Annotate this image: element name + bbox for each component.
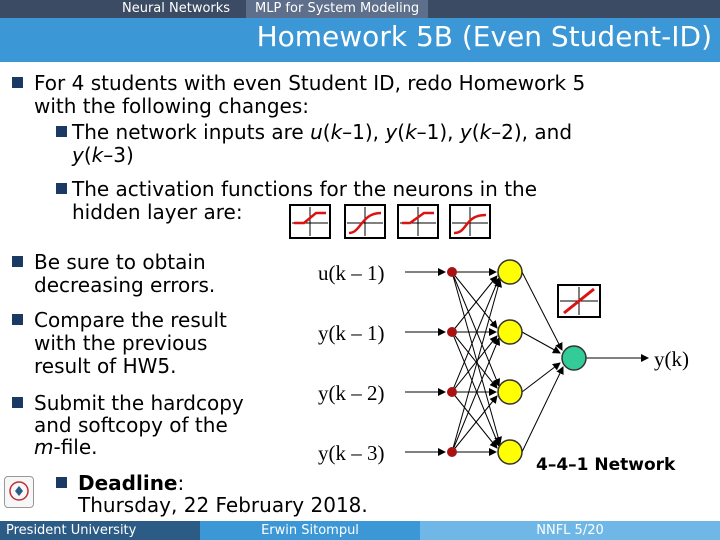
input-label: y(k – 3) — [318, 441, 385, 465]
bullet-1a-line-1: The network inputs are u(k–1), y(k–1), y(k–2), and — [72, 120, 573, 144]
bullet-4-line-3: m-file. — [34, 435, 98, 459]
footer-page-number: NNFL 5/20 — [420, 521, 720, 540]
bullet-1a-line-2: y(k–3) — [72, 143, 134, 167]
hidden-neuron — [498, 380, 522, 404]
hidden-neuron — [498, 320, 522, 344]
activation-icon — [398, 205, 438, 238]
bullet-2-line-2: decreasing errors. — [34, 273, 216, 297]
hidden-nodes — [498, 260, 522, 464]
bullet-4-line-1: Submit the hardcopy — [34, 391, 244, 415]
page-title: Homework 5B (Even Student-ID) — [256, 20, 712, 53]
bullet-1b-line-1: The activation functions for the neurons in the — [72, 177, 538, 201]
input-node — [447, 387, 457, 397]
input-label: y(k – 1) — [318, 321, 385, 345]
activation-function-icons — [290, 205, 490, 238]
network-label: 4–4–1 Network — [536, 455, 676, 475]
hidden-neuron — [498, 440, 522, 464]
bullet-4-line-2: and softcopy of the — [34, 413, 228, 437]
input-label: y(k – 2) — [318, 381, 385, 405]
bullet-3-line-1: Compare the result — [34, 308, 227, 332]
activation-icon — [345, 205, 385, 238]
footer-institution: President University — [0, 521, 200, 540]
hidden-output-connections — [522, 272, 563, 452]
bullet-1b-line-2: hidden layer are: — [72, 200, 243, 224]
input-node — [447, 447, 457, 457]
output-neuron — [562, 346, 586, 370]
input-node — [447, 267, 457, 277]
breadcrumb-course[interactable]: Neural Networks — [122, 1, 231, 16]
footer-author: Erwin Sitompul — [200, 521, 420, 540]
deadline-line-1: Deadline: — [78, 471, 185, 495]
activation-icon — [290, 205, 330, 238]
hidden-neuron — [498, 260, 522, 284]
deadline-line-2: Thursday, 22 February 2018. — [78, 493, 368, 517]
bullet-1-line-1: For 4 students with even Student ID, redo Homework 5 — [34, 71, 586, 95]
activation-icon — [450, 205, 490, 238]
bullet-1-line-2: with the following changes: — [34, 94, 309, 118]
breadcrumb-topic[interactable]: MLP for System Modeling — [246, 0, 428, 18]
bullet-3-line-2: with the previous — [34, 331, 208, 355]
input-label: u(k – 1) — [318, 261, 385, 285]
bullet-3-line-3: result of HW5. — [34, 354, 177, 378]
input-nodes — [447, 267, 457, 457]
bullet-2-line-1: Be sure to obtain — [34, 250, 206, 274]
output-label: y(k) — [654, 347, 689, 371]
input-arrows — [405, 272, 445, 452]
input-node — [447, 327, 457, 337]
output-activation-icon — [558, 285, 600, 317]
input-hidden-connections — [452, 272, 500, 452]
